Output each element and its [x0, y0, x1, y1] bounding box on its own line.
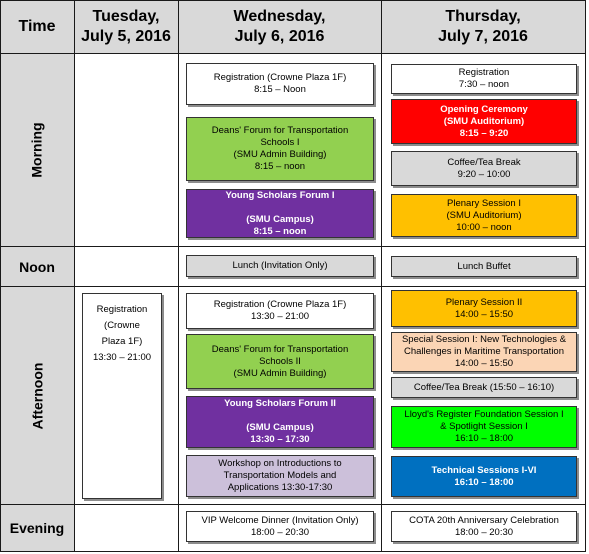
grid-line — [0, 286, 586, 287]
period-evening — [0, 505, 74, 551]
event-tue-registration[interactable]: Registration (Crowne Plaza 1F) 13:30 – 21:00 — [82, 293, 162, 499]
event-thu-special-session[interactable]: Special Session I: New Technologies & Challenges in Maritime Transportation 14:00 – 15:50 — [391, 332, 577, 372]
event-wed-young-scholars-1[interactable]: Young Scholars Forum I (SMU Campus) 8:15 – noon — [186, 189, 374, 238]
event-thu-technical-sessions[interactable]: Technical Sessions I-VI 16:10 – 18:00 — [391, 456, 577, 497]
period-morning — [0, 54, 74, 246]
grid-line — [0, 53, 586, 54]
event-thu-lloyds-session[interactable]: Lloyd's Register Foundation Session I & Spotlight Session I 16:10 – 18:00 — [391, 406, 577, 448]
period-afternoon — [0, 287, 74, 504]
grid-line — [0, 551, 586, 552]
grid-line — [178, 0, 179, 552]
header-day-wed: Wednesday, July 6, 2016 — [233, 7, 326, 45]
event-wed-registration-am[interactable]: Registration (Crowne Plaza 1F) 8:15 – Noon — [186, 63, 374, 105]
grid-line — [0, 504, 586, 505]
event-thu-registration[interactable]: Registration 7:30 – noon — [391, 64, 577, 94]
event-wed-deans-forum-2[interactable]: Deans' Forum for Transportation Schools II (SMU Admin Building) — [186, 334, 374, 389]
event-wed-workshop[interactable]: Workshop on Introductions to Transportation Models and Applications 13:30-17:30 — [186, 455, 374, 497]
grid-line — [585, 0, 586, 552]
event-wed-vip-dinner[interactable]: VIP Welcome Dinner (Invitation Only) 18:00 – 20:30 — [186, 511, 374, 542]
event-thu-plenary-2[interactable]: Plenary Session II 14:00 – 15:50 — [391, 290, 577, 327]
period-label: Morning — [29, 122, 45, 178]
grid-line — [0, 246, 586, 247]
event-wed-lunch[interactable]: Lunch (Invitation Only) — [186, 255, 374, 277]
event-thu-lunch[interactable]: Lunch Buffet — [391, 256, 577, 277]
grid-line — [381, 0, 382, 552]
grid-line — [74, 0, 75, 552]
period-noon — [0, 247, 74, 286]
period-label: Noon — [19, 258, 55, 275]
period-label: Afternoon — [28, 362, 45, 429]
header-day-thu: Thursday, July 7, 2016 — [438, 7, 528, 45]
event-thu-coffee-pm[interactable]: Coffee/Tea Break (15:50 – 16:10) — [391, 377, 577, 398]
event-wed-registration-pm[interactable]: Registration (Crowne Plaza 1F) 13:30 – 21:00 — [186, 293, 374, 329]
period-label: Evening — [9, 520, 65, 536]
event-thu-coffee-am[interactable]: Coffee/Tea Break 9:20 – 10:00 — [391, 151, 577, 186]
header-day-tue: Tuesday, July 5, 2016 — [81, 7, 171, 45]
header-time: Time — [18, 17, 56, 35]
event-thu-opening-ceremony[interactable]: Opening Ceremony (SMU Auditorium) 8:15 – 9:20 — [391, 99, 577, 144]
event-wed-deans-forum-1[interactable]: Deans' Forum for Transportation Schools I (SMU Admin Building) 8:15 – noon — [186, 117, 374, 181]
event-thu-cota-celebration[interactable]: COTA 20th Anniversary Celebration 18:00 – 20:30 — [391, 511, 577, 542]
event-thu-plenary-1[interactable]: Plenary Session I (SMU Auditorium) 10:00 – noon — [391, 194, 577, 237]
event-wed-young-scholars-2[interactable]: Young Scholars Forum II (SMU Campus) 13:30 – 17:30 — [186, 396, 374, 448]
